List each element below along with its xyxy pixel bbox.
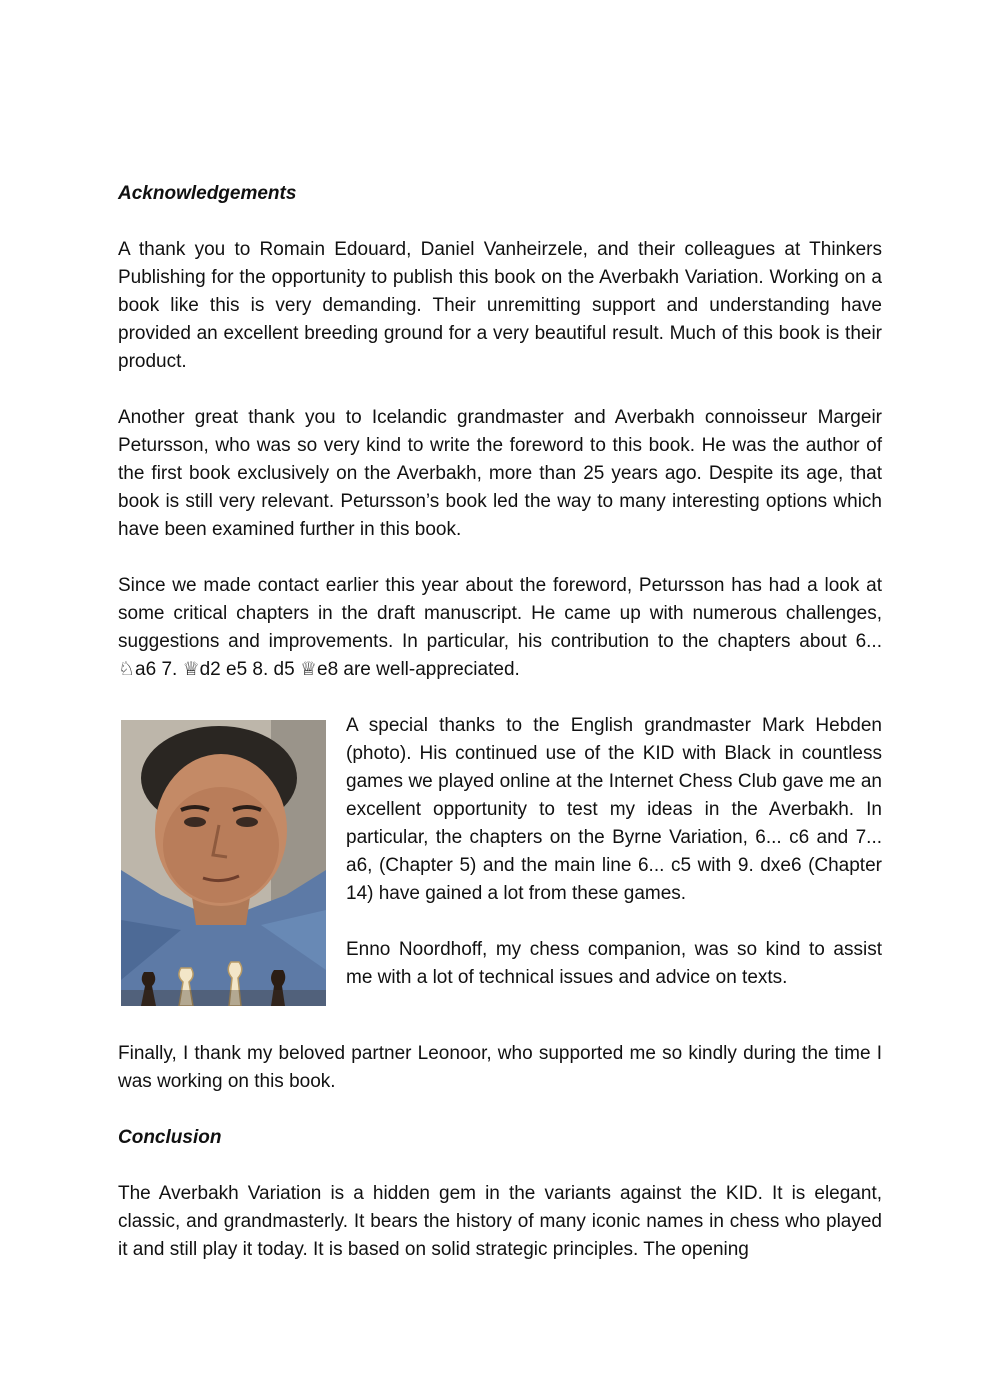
acknowledgements-heading: Acknowledgements xyxy=(118,183,297,204)
paragraph-noordhoff: Enno Noordhoff, my chess companion, was so kind to assist me with a lot of technical issues and advice on texts. xyxy=(346,939,882,988)
paragraph-leonoor: Finally, I thank my beloved partner Leonoor, who supported me so kindly during the time I was working on this book. xyxy=(118,1043,882,1092)
conclusion-heading: Conclusion xyxy=(118,1127,222,1148)
hebden-photo xyxy=(121,720,326,1006)
paragraph-conclusion: The Averbakh Variation is a hidden gem in the variants against the KID. It is elegant, classic, and grandmasterly. It bears the history of many iconic names in chess who played it and still play it today. It is based on solid strategic principles. The opening xyxy=(118,1183,882,1260)
page-body xyxy=(118,180,882,1264)
paragraph-manuscript: Since we made contact earlier this year about the foreword, Petursson has had a look at some critical chapters in the draft manuscript. He came up with numerous challenges, suggestions and improvements. In particular, his contribution to the chapters about 6... ♘a6 7. ♕d2 e5 8. d5 ♕e8 are well-appreciated. xyxy=(118,575,882,680)
paragraph-hebden: A special thanks to the English grandmaster Mark Hebden (photo). His continued use of the KID with Black in countless games we played online at the Internet Chess Club gave me an excellent opportunity to test my ideas in the Averbakh. In particular, the chapters on the Byrne Variation, 6... c6 and 7... a6, (Chapter 5) and the main line 6... c5 with 9. dxe6 (Chapter 14) have gained a lot from these games. xyxy=(346,715,882,904)
paragraph-thinkers: A thank you to Romain Edouard, Daniel Vanheirzele, and their colleagues at Thinkers Publishing for the opportunity to publish this book on the Averbakh Variation. Working on a book like this is very demanding. Their unremitting support and understanding have provided an excellent breeding ground for a very beautiful result. Much of this book is their product. xyxy=(118,239,882,372)
photo-section xyxy=(118,712,882,1020)
paragraph-petursson: Another great thank you to Icelandic grandmaster and Averbakh connoisseur Margeir Petursson, who was so very kind to write the foreword to this book. He was the author of the first book exclusively on the Averbakh, more than 25 years ago. Despite its age, that book is still very relevant. Petursson’s book led the way to many interesting options which have been examined further in this book. xyxy=(118,407,882,540)
photo-caption-text xyxy=(346,712,882,992)
